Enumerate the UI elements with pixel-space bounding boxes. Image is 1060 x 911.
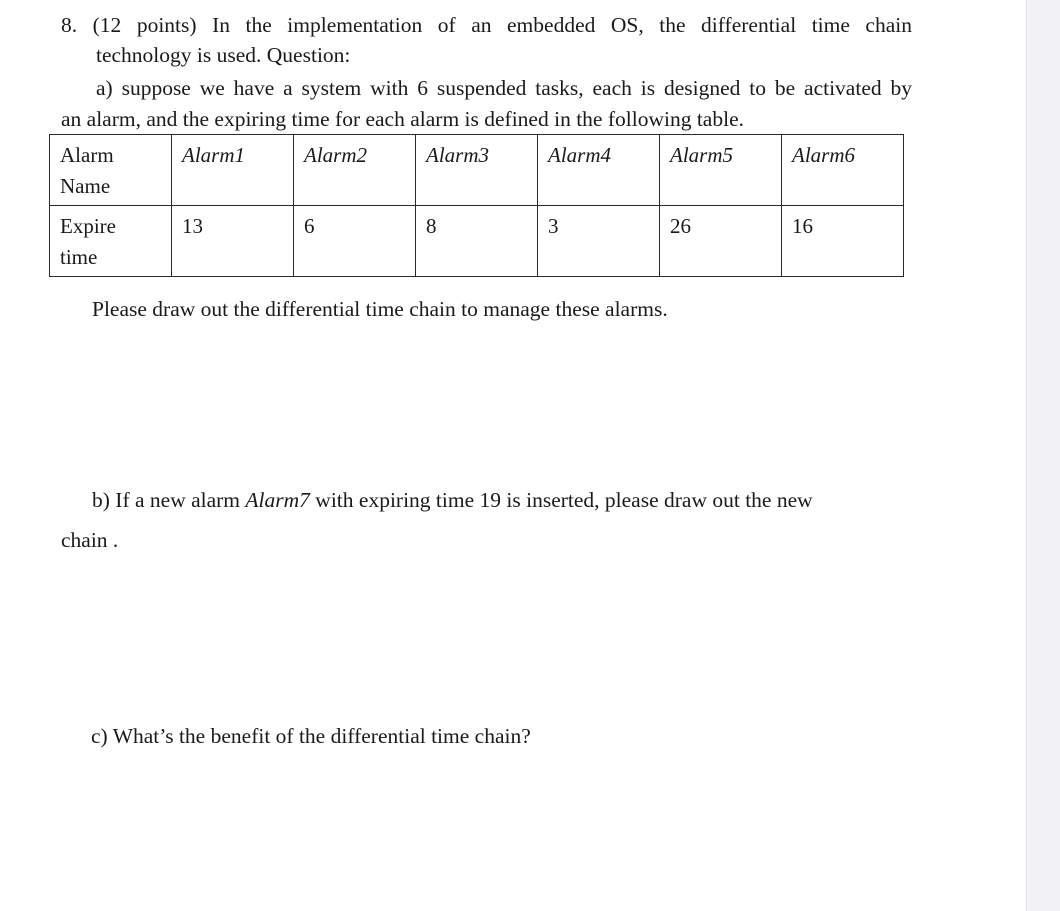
part-b-line-1	[92, 487, 813, 513]
part-c-question: c) What’s the benefit of the differential time chain?	[91, 724, 531, 748]
expire-time-cell: 8	[416, 206, 538, 277]
alarm-name-header-line-1: Alarm	[60, 143, 114, 167]
alarm-table	[49, 134, 904, 277]
scrollbar-gutter[interactable]	[1026, 0, 1060, 911]
alarm-name-cell: Alarm2	[294, 135, 416, 206]
alarm-name-cell: Alarm1	[172, 135, 294, 206]
expire-time-header-line-1: Expire	[60, 214, 116, 238]
expire-time-header-line-2: time	[60, 245, 98, 269]
expire-time-cell: 3	[538, 206, 660, 277]
expire-time-cell: 6	[294, 206, 416, 277]
part-b-suffix: with expiring time 19 is inserted, please draw out the new	[309, 488, 813, 512]
part-b-prefix: b) If a new alarm	[92, 488, 246, 512]
part-b-alarm-name: Alarm7	[245, 488, 310, 512]
expire-time-cell: 26	[660, 206, 782, 277]
alarm-name-cell: Alarm3	[416, 135, 538, 206]
alarm-name-cell: Alarm5	[660, 135, 782, 206]
alarm-name-header-line-2: Name	[60, 174, 111, 198]
part-a-intro-line-1: a) suppose we have a system with 6 suspended tasks, each is designed to be activated by	[96, 76, 912, 100]
alarm-name-header	[50, 135, 172, 206]
alarm-name-cell: Alarm6	[782, 135, 904, 206]
expire-time-cell: 16	[782, 206, 904, 277]
part-a-task: Please draw out the differential time chain to manage these alarms.	[92, 297, 668, 321]
part-a-intro-line-2: an alarm, and the expiring time for each alarm is defined in the following table.	[61, 107, 744, 131]
part-b-line-2: chain .	[61, 528, 119, 552]
expire-time-header	[50, 206, 172, 277]
alarm-name-cell: Alarm4	[538, 135, 660, 206]
expire-time-row	[50, 206, 904, 277]
question-header-line-2: technology is used. Question:	[96, 43, 351, 67]
question-header-line-1: 8. (12 points) In the implementation of an embedded OS, the differential time chain	[61, 13, 912, 37]
expire-time-cell: 13	[172, 206, 294, 277]
alarm-name-row	[50, 135, 904, 206]
